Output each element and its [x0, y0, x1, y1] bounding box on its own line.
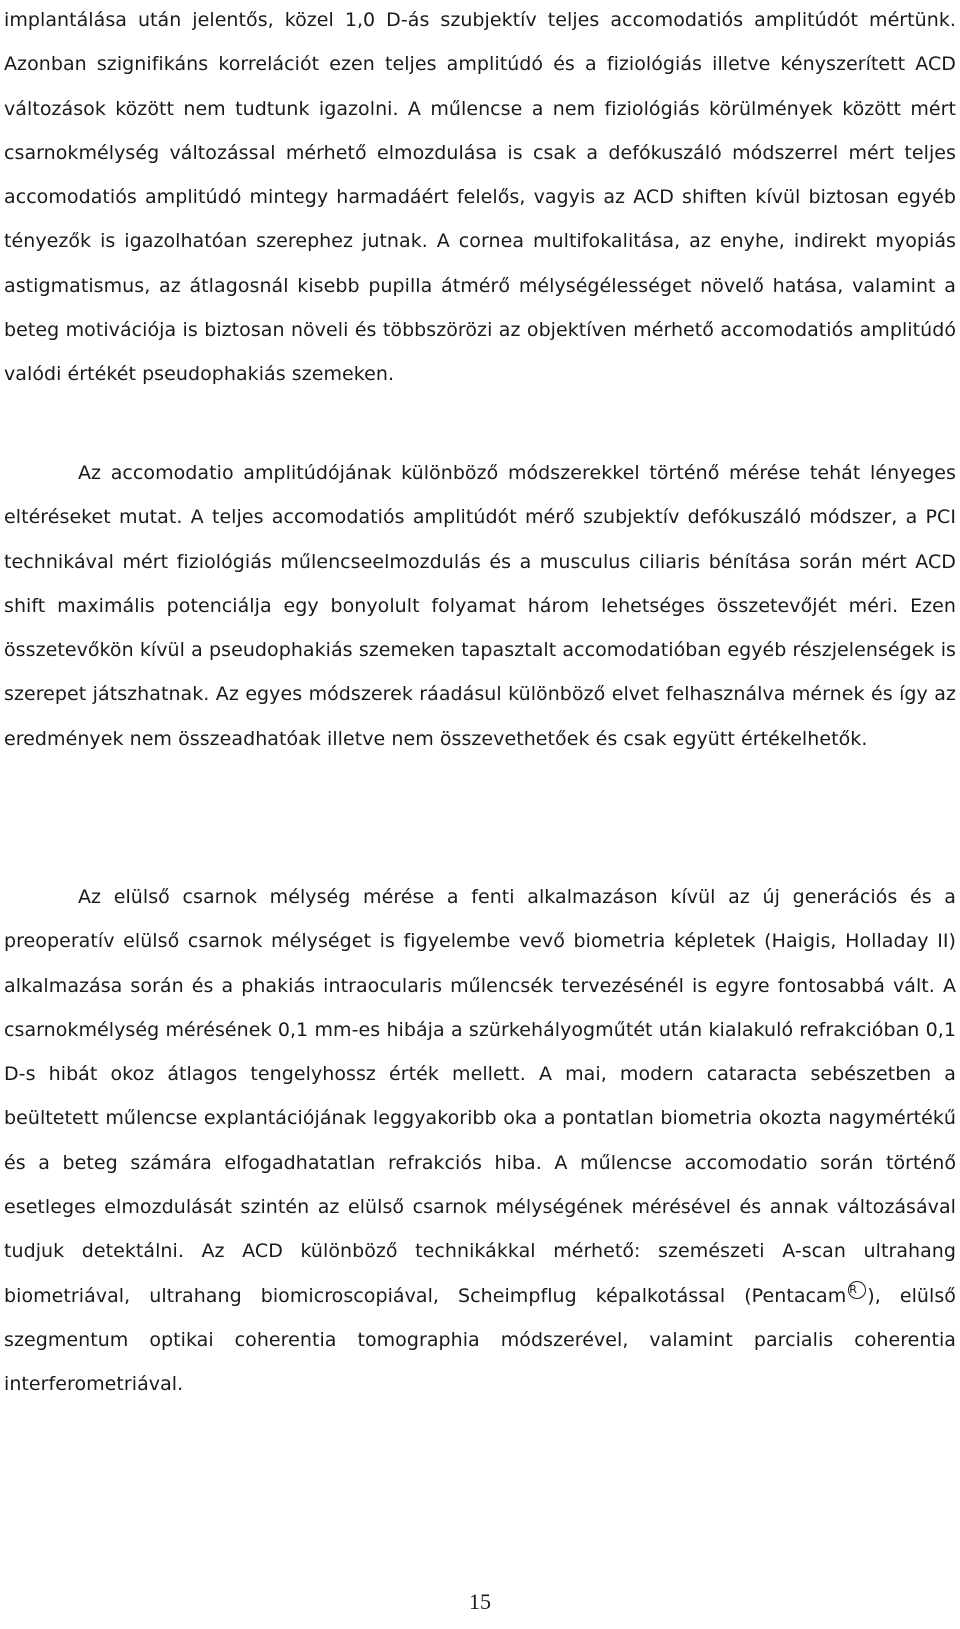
paragraph-1: implantálása után jelentős, közel 1,0 D-ás szubjektív teljes accomodatiós amplitúdót mértünk. Azonban szignifikáns korrelációt ezen teljes amplitúdó és a fiziológiás illetve kényszerített ACD változások között nem tudtunk igazolni. A műlencse a nem fiziológiás körülmények között mért csarnokmélység változással mérhető elmozdulása is csak a defókuszáló módszerrel mért teljes accomodatiós amplitúdó mintegy harmadáért felelős, vagyis az ACD shiften kívül biztosan egyéb tényezők is igazolhatóan szerephez jutnak. A cornea multifokalitása, az enyhe, indirekt myopiás astigmatismus, az átlagosnál kisebb pupilla átmérő mélységélességet növelő hatása, valamint a beteg motivációja is biztosan növeli és többszörözi az objektíven mérhető accomodatiós amplitúdó valódi értékét pseudophakiás szemeken. [4, 9, 956, 386]
page-number: 15 [469, 1589, 491, 1614]
paragraph-2: Az accomodatio amplitúdójának különböző módszerekkel történő mérése tehát lényeges eltéréseket mutat. A teljes accomodatiós amplitúdót mérő szubjektív defókuszáló módszer, a PCI technikával mért fiziológiás műlencseelmozdulás és a musculus ciliaris bénítása során mért ACD shift maximális potenciálja egy bonyolult folyamat három lehetséges összetevőjét méri. Ezen összetevőkön kívül a pseudophakiás szemeken tapasztalt accomodatióban egyéb részjelenségek is szerepet játszhatnak. Az egyes módszerek ráadásul különböző elvet felhasználva mérnek és így az eredmények nem összeadhatóak illetve nem összevethetőek és csak együtt értékelhetők. [4, 462, 956, 750]
registered-trademark-icon: R [848, 1281, 866, 1299]
paragraph-3-text-before: Az elülső csarnok mélység mérése a fenti alkalmazáson kívül az új generációs és a preoperatív elülső csarnok mélységet is figyelembe vevő biometria képletek (Haigis, Holladay II) alkalmazása során és a phakiás intraocularis műlencsék tervezésénél is egyre fontosabbá vált. A csarnokmélység mérésének 0,1 mm-es hibája a szürkehályogműtét után kialakuló refrakcióban 0,1 D-s hibát okoz átlagos tengelyhossz érték mellett. A mai, modern cataracta sebészetben a beültetett műlencse explantációjának leggyakoribb oka a pontatlan biometria okozta nagymértékű és a beteg számára elfogadhatatlan refrakciós hiba. A műlencse accomodatio során történő esetleges elmozdulását szintén az elülső csarnok mélységének mérésével és annak változásával tudjuk detektálni. Az ACD különböző technikákkal mérhető: szemészeti A-scan ultrahang biometriával, ultrahang biomicroscopiával, Scheimpflug képalkotással (Pentacam [4, 886, 956, 1307]
paragraph-3-text-after: ), elülső szegmentum optikai coherentia tomographia módszerével, valamint parcialis coherentia interferometriával. [4, 1284, 956, 1396]
paragraph-3 [4, 875, 956, 1407]
